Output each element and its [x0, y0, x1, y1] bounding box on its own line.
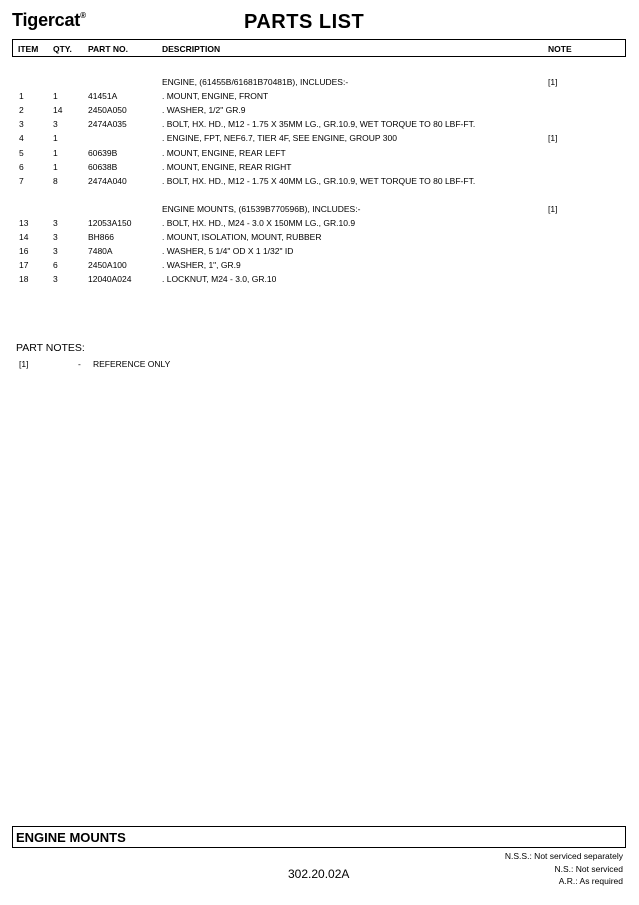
- cell-qty: 1: [53, 162, 58, 172]
- cell-part-no: BH866: [88, 232, 114, 242]
- cell-qty: 1: [53, 91, 58, 101]
- cell-qty: 3: [53, 218, 58, 228]
- cell-item: 13: [19, 218, 29, 228]
- table-row: [0, 133, 639, 146]
- cell-description: ENGINE MOUNTS, (61539B770596B), INCLUDES:-: [162, 204, 361, 214]
- legend-ns: N.S.: Not serviced: [554, 863, 623, 874]
- section-title-box: [12, 826, 626, 848]
- col-header-description: DESCRIPTION: [162, 44, 221, 54]
- cell-description: . MOUNT, ENGINE, FRONT: [162, 91, 269, 101]
- cell-item: 14: [19, 232, 29, 242]
- cell-description: . MOUNT, ISOLATION, MOUNT, RUBBER: [162, 232, 322, 242]
- cell-description: . WASHER, 1/2" GR.9: [162, 105, 246, 115]
- table-row: [0, 176, 639, 189]
- cell-item: 4: [19, 133, 24, 143]
- col-header-item: ITEM: [18, 44, 39, 54]
- table-row: [0, 274, 639, 287]
- cell-description: . WASHER, 5 1/4" OD X 1 1/32" ID: [162, 246, 294, 256]
- registered-mark: ®: [80, 11, 86, 20]
- page-title: PARTS LIST: [244, 11, 365, 33]
- cell-item: 2: [19, 105, 24, 115]
- table-row: [0, 162, 639, 175]
- cell-description: . LOCKNUT, M24 - 3.0, GR.10: [162, 274, 277, 284]
- cell-qty: 3: [53, 119, 58, 129]
- col-header-part-no: PART NO.: [88, 44, 128, 54]
- table-row: [0, 218, 639, 231]
- table-row: [0, 77, 639, 90]
- cell-part-no: 12053A150: [88, 218, 132, 228]
- cell-part-no: 2450A050: [88, 105, 127, 115]
- col-header-note: NOTE: [548, 44, 572, 54]
- legend-ar: A.R.: As required: [558, 876, 623, 886]
- legend-nss: N.S.S.: Not serviced separately: [504, 851, 623, 861]
- cell-item: 5: [19, 148, 24, 158]
- cell-qty: 8: [53, 176, 58, 186]
- cell-item: 3: [19, 119, 24, 129]
- cell-part-no: 12040A024: [88, 274, 132, 284]
- cell-part-no: 2474A040: [88, 176, 127, 186]
- col-header-qty: QTY.: [53, 44, 72, 54]
- cell-item: 18: [19, 274, 29, 284]
- cell-qty: 3: [53, 246, 58, 256]
- cell-part-no: 60639B: [88, 148, 118, 158]
- table-header: [12, 39, 626, 57]
- cell-part-no: 60638B: [88, 162, 118, 172]
- brand-name: Tigercat: [12, 10, 81, 30]
- cell-description: . WASHER, 1", GR.9: [162, 260, 241, 270]
- cell-item: 6: [19, 162, 24, 172]
- cell-description: . ENGINE, FPT, NEF6.7, TIER 4F, SEE ENGINE, GROUP 300: [162, 133, 397, 143]
- cell-qty: 3: [53, 232, 58, 242]
- cell-item: 16: [19, 246, 29, 256]
- cell-description: . MOUNT, ENGINE, REAR RIGHT: [162, 162, 292, 172]
- cell-qty: 3: [53, 274, 58, 284]
- cell-description: ENGINE, (61455B/61681B70481B), INCLUDES:-: [162, 77, 349, 87]
- part-notes-title: PART NOTES:: [16, 342, 85, 354]
- brand-logo: [12, 10, 86, 31]
- section-title: ENGINE MOUNTS: [16, 830, 126, 845]
- cell-note: [1]: [548, 133, 558, 143]
- cell-note: [1]: [548, 77, 558, 87]
- table-row: [0, 119, 639, 132]
- cell-description: . BOLT, HX. HD., M12 - 1.75 X 35MM LG., GR.10.9, WET TORQUE TO 80 LBF-FT.: [162, 119, 476, 129]
- table-row: [0, 204, 639, 217]
- cell-item: 7: [19, 176, 24, 186]
- service-legend: [505, 850, 623, 888]
- table-row: [0, 105, 639, 118]
- cell-description: . MOUNT, ENGINE, REAR LEFT: [162, 148, 286, 158]
- cell-part-no: 2474A035: [88, 119, 127, 129]
- cell-part-no: 7480A: [88, 246, 113, 256]
- cell-part-no: 2450A100: [88, 260, 127, 270]
- cell-qty: 6: [53, 260, 58, 270]
- cell-description: . BOLT, HX. HD., M12 - 1.75 X 40MM LG., GR.10.9, WET TORQUE TO 80 LBF-FT.: [162, 176, 476, 186]
- page-number: 302.20.02A: [288, 867, 350, 881]
- part-note-dash: -: [78, 359, 81, 369]
- table-row: [0, 232, 639, 245]
- table-row: [0, 246, 639, 259]
- cell-description: . BOLT, HX. HD., M24 - 3.0 X 150MM LG., GR.10.9: [162, 218, 356, 228]
- cell-item: 17: [19, 260, 29, 270]
- part-note-text: REFERENCE ONLY: [93, 359, 171, 369]
- cell-item: 1: [19, 91, 24, 101]
- table-row: [0, 260, 639, 273]
- cell-note: [1]: [548, 204, 558, 214]
- table-row: [0, 148, 639, 161]
- cell-qty: 1: [53, 133, 58, 143]
- cell-qty: 14: [53, 105, 63, 115]
- part-note-ref: [1]: [19, 359, 29, 369]
- cell-part-no: 41451A: [88, 91, 118, 101]
- cell-qty: 1: [53, 148, 58, 158]
- table-row: [0, 91, 639, 104]
